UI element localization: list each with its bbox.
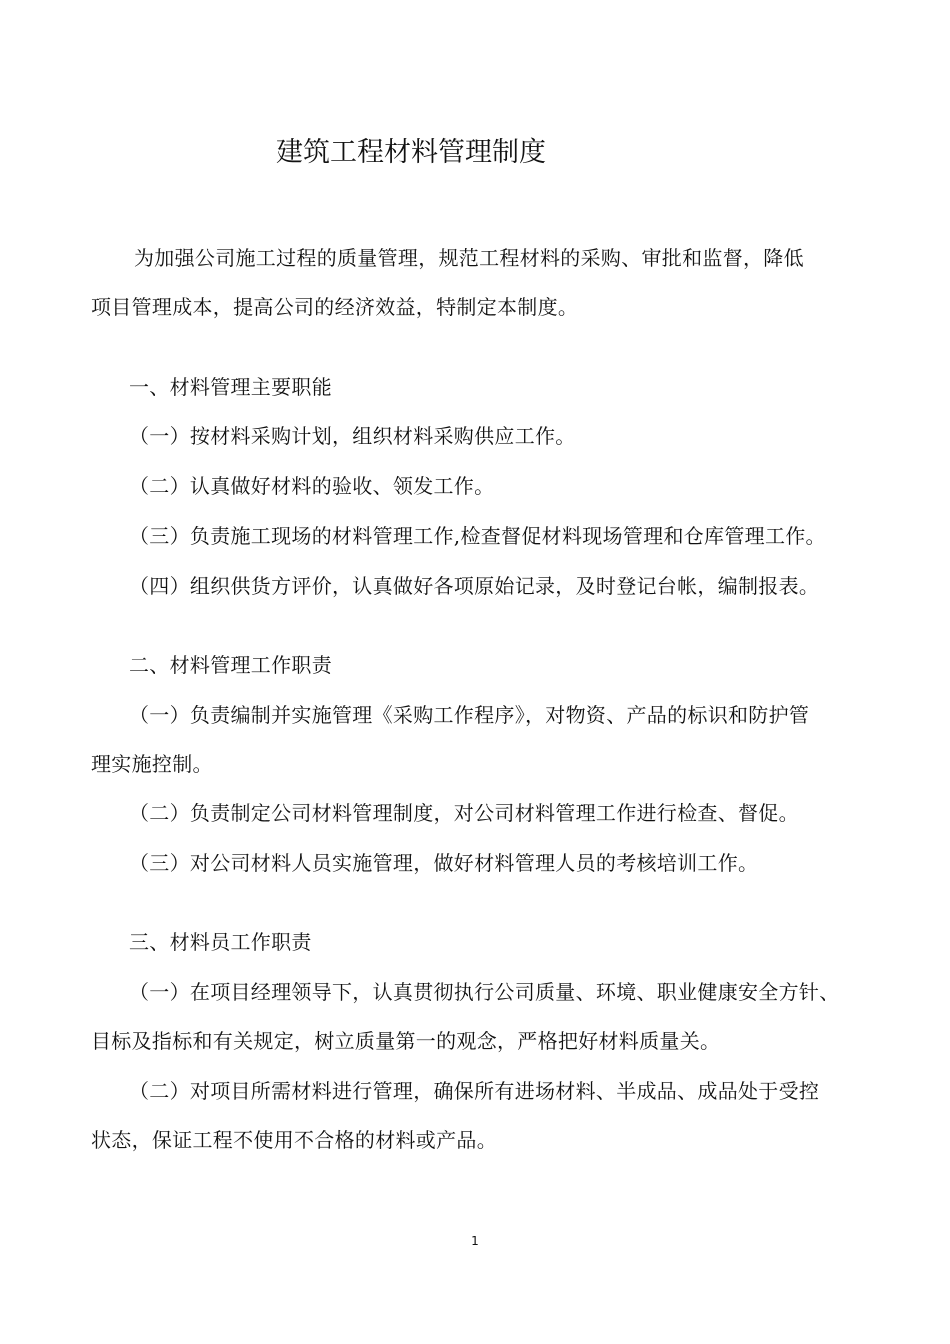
section-1-item-2: （二）认真做好材料的验收、领发工作。 [129, 474, 495, 498]
section-3-heading: 三、材料员工作职责 [129, 930, 312, 954]
section-1-item-3: （三）负责施工现场的材料管理工作,检查督促材料现场管理和仓库管理工作。 [129, 524, 826, 548]
section-3-item-2-line-2: 状态，保证工程不使用不合格的材料或产品。 [91, 1128, 497, 1152]
section-3-item-1-line-1: （一）在项目经理领导下，认真贯彻执行公司质量、环境、职业健康安全方针、 [129, 980, 840, 1004]
section-2-item-2: （二）负责制定公司材料管理制度，对公司材料管理工作进行检查、督促。 [129, 801, 799, 825]
section-2-item-3: （三）对公司材料人员实施管理，做好材料管理人员的考核培训工作。 [129, 851, 759, 875]
section-1-item-1: （一）按材料采购计划，组织材料采购供应工作。 [129, 424, 576, 448]
intro-line-2: 项目管理成本，提高公司的经济效益，特制定本制度。 [91, 295, 579, 319]
section-2-item-1-line-1: （一）负责编制并实施管理《采购工作程序》，对物资、产品的标识和防护管 [129, 703, 810, 727]
section-1-heading: 一、材料管理主要职能 [129, 375, 332, 399]
document-title: 建筑工程材料管理制度 [276, 137, 546, 168]
intro-line-1: 为加强公司施工过程的质量管理，规范工程材料的采购、审批和监督，降低 [134, 246, 804, 270]
section-2-heading: 二、材料管理工作职责 [129, 653, 332, 677]
section-3-item-1-line-2: 目标及指标和有关规定，树立质量第一的观念，严格把好材料质量关。 [91, 1029, 721, 1053]
section-3-item-2-line-1: （二）对项目所需材料进行管理，确保所有进场材料、半成品、成品处于受控 [129, 1079, 820, 1103]
section-1-item-4: （四）组织供货方评价，认真做好各项原始记录，及时登记台帐，编制报表。 [129, 574, 820, 598]
section-2-item-1-line-2: 理实施控制。 [91, 752, 213, 776]
page-number: 1 [471, 1234, 479, 1248]
